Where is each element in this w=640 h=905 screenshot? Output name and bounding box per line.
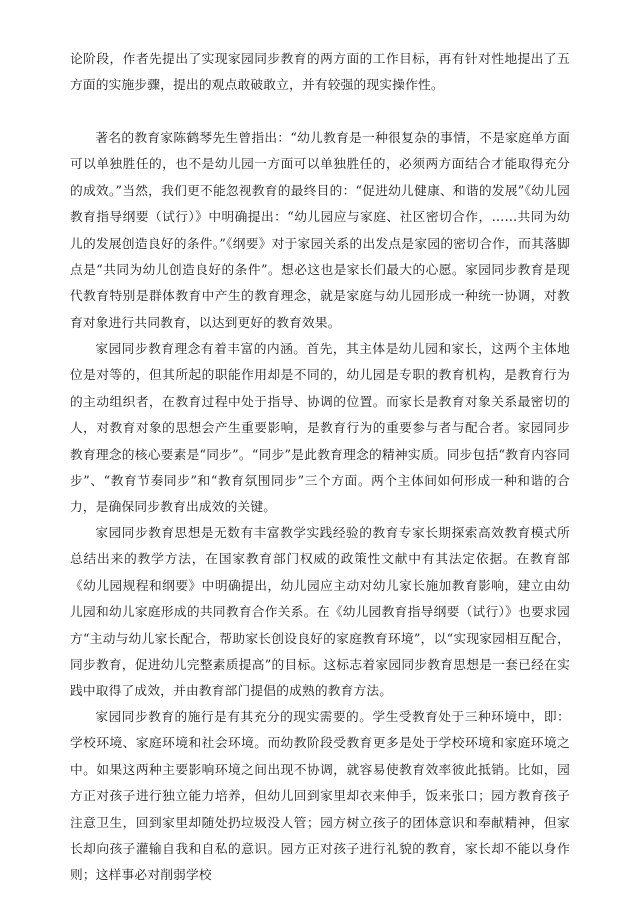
paragraph-practical-need: 家园同步教育的施行是有其充分的现实需要的。学生受教育处于三种环境中，即：学校环境、家庭环境和社会环境。而幼教阶段受教育更多是处于学校环境和家庭环境之中。如果这两种主要影响环境之间出现不协调，就容易使教育效率彼此抵销。比如，园方正对孩子进行独立能力培养，但幼儿回到家里却衣来伸手，饭来张口；园方教育孩子注意卫生，回到家里却随处扔垃圾没人管；园方树立孩子的团体意识和奉献精神，但家长却向孩子灌输自我和自私的意识。园方正对孩子进行礼貌的教育，家长却不能以身作则；这样事必对削弱学校 (70, 709, 570, 883)
paragraph-chen-heqin-quote: 著名的教育家陈鹤琴先生曾指出：“幼儿教育是一种很复杂的事情，不是家庭单方面可以单独胜任的，也不是幼儿园一方面可以单独胜任的，必须两方面结合才能取得充分的成效。”当然，我们更不能忽视教育的最终目的：“促进幼儿健康、和谐的发展”《幼儿园教育指导纲要（试行）》中明确提出：“幼儿园应与家庭、社区密切合作，……共同为幼儿的发展创造良好的条件。”《纲要》对于家园关系的出发点是家园的密切合作，而其落脚点是“共同为幼儿创造良好的条件”。想必这也是家长们最大的心愿。家园同步教育是现代教育特别是群体教育中产生的教育理念，就是家庭与幼儿园形成一种统一协调，对教育对象进行共同教育，以达到更好的教育效果。 (70, 130, 570, 330)
paragraph-policy-basis: 家园同步教育思想是无数有丰富教学实践经验的教育专家长期探索高效教育模式所总结出来的教学方法，在国家教育部门权威的政策性文献中有其法定依据。在教育部《幼儿园规程和纲要》中明确提出，幼儿园应主动对幼儿家长施加教育影响，建立由幼儿园和幼儿家庭形成的共同教育合作关系。在《幼儿园教育指导纲要（试行）》也要求园方“主动与幼儿家长配合，帮助家长创设良好的家庭教育环境”，以“实现家园相互配合，同步教育，促进幼儿完整素质提高”的目标。这标志着家园同步教育思想是一套已经在实践中取得了成效，并由教育部门提倡的成熟的教育方法。 (70, 525, 570, 699)
paragraph-continuation: 论阶段，作者先提出了实现家园同步教育的两方面的工作目标，再有针对性地提出了五方面的实施步骤，提出的观点敢破敢立，并有较强的现实操作性。 (70, 51, 570, 93)
paragraph-connotation: 家园同步教育理念有着丰富的内涵。首先，其主体是幼儿园和家长，这两个主体地位是对等的，但其所起的职能作用却是不同的，幼儿园是专职的教育机构，是教育行为的主动组织者，在教育过程中处于指导、协调的位置。而家长是教育对象关系最密切的人，对教育对象的思想会产生重要影响，是教育行为的重要参与者与配合者。家园同步教育理念的核心要素是“同步”。“同步”是此教育理念的精神实质。同步包括“教育内容同步”、“教育节奏同步”和“教育氛围同步”三个方面。两个主体间如何形成一种和谐的合力，是确保同步教育出成效的关键。 (70, 341, 570, 515)
